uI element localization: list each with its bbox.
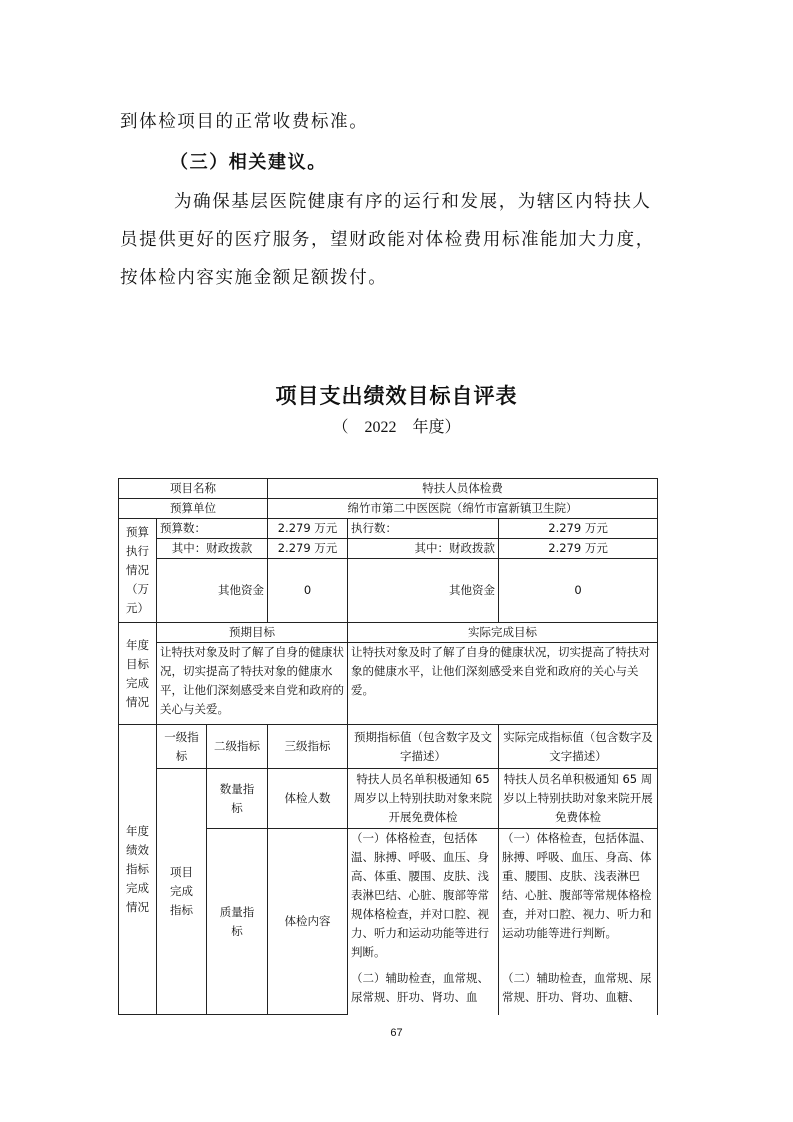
exec-amount-label: 执行数：: [348, 519, 499, 539]
col-level3-header: 三级指标: [268, 725, 348, 769]
actual-goal-text: 让特扶对象及时了解了自身的健康状况，切实提高了特扶对象的健康水平，让他们深刻感受来自党和政府的关心与关爱。: [348, 643, 658, 725]
budget-exec-label: 预算执行情况（万元）: [119, 519, 157, 623]
table-row: [119, 559, 658, 623]
paragraph-standard: 到体检项目的正常收费标准。: [120, 112, 369, 132]
paragraph-suggestion-line-2: 员提供更好的医疗服务，望财政能对体检费用标准能加大力度，: [120, 230, 655, 250]
fiscal-label-2: 其中：财政拨款: [348, 539, 499, 559]
quality-actual-value-1: （一）体格检查，包括体温、脉搏、呼吸、血压、身高、体重、腰围、皮肤、浅表淋巴结、心脏、腹部等常规体格检查，并对口腔、视力、听力和运动功能等进行判断。: [499, 829, 658, 969]
indicator-section-label: 年度绩效指标完成情况: [119, 725, 157, 1015]
table-row: [119, 643, 658, 725]
budget-amount-value: 2.279 万元: [268, 519, 348, 539]
quantity-expected-value: 特扶人员名单积极通知 65 周岁以上特别扶助对象来院开展免费体检: [348, 769, 499, 829]
quality-item: 体检内容: [268, 829, 348, 1015]
project-name-value: 特扶人员体检费: [268, 479, 658, 499]
year-line: （ 2022 年度）: [332, 419, 461, 436]
other-funds-value-1: 0: [268, 559, 348, 623]
col-expected-value-header: 预期指标值（包含数字及文字描述）: [348, 725, 499, 769]
table-row: [119, 725, 658, 769]
budget-unit-label: 预算单位: [119, 499, 268, 519]
table-row: [119, 539, 658, 559]
budget-amount-label: 预算数：: [157, 519, 268, 539]
table-row: [119, 519, 658, 539]
actual-goal-header: 实际完成目标: [348, 623, 658, 643]
evaluation-table: [118, 478, 658, 1015]
fiscal-value-2: 2.279 万元: [499, 539, 658, 559]
fiscal-value-1: 2.279 万元: [268, 539, 348, 559]
project-name-label: 项目名称: [119, 479, 268, 499]
col-actual-value-header: 实际完成指标值（包含数字及文字描述）: [499, 725, 658, 769]
quantity-item: 体检人数: [268, 769, 348, 829]
budget-unit-value: 绵竹市第二中医医院（绵竹市富新镇卫生院）: [268, 499, 658, 519]
table-row: [119, 623, 658, 643]
paragraph-suggestion-line-1: 为确保基层医院健康有序的运行和发展，为辖区内特扶人: [174, 192, 652, 212]
quality-indicator-label: 质量指标: [207, 829, 268, 1015]
quality-actual-value-2: （二）辅助检查，血常规、尿常规、肝功、肾功、血糖、: [499, 969, 658, 1015]
quantity-indicator-label: 数量指标: [207, 769, 268, 829]
expected-goal-header: 预期目标: [157, 623, 348, 643]
other-funds-label-1: 其他资金: [157, 559, 268, 623]
expected-goal-text: 让特扶对象及时了解了自身的健康状况，切实提高了特扶对象的健康水平，让他们深刻感受来自党和政府的关心与关爱。: [157, 643, 348, 725]
level1-output-label: 项目完成指标: [157, 769, 207, 1015]
quality-expected-value-2: （二）辅助检查，血常规、尿常规、肝功、肾功、血: [348, 969, 499, 1015]
exec-amount-value: 2.279 万元: [499, 519, 658, 539]
section-heading: （三）相关建议。: [170, 152, 327, 173]
annual-goal-label: 年度目标完成情况: [119, 623, 157, 725]
other-funds-value-2: 0: [499, 559, 658, 623]
col-level2-header: 二级指标: [207, 725, 268, 769]
col-level1-header: 一级指标: [157, 725, 207, 769]
page-number: 67: [390, 1027, 403, 1039]
fiscal-label-1: 其中：财政拨款: [157, 539, 268, 559]
quality-expected-value-1: （一）体格检查，包括体温、脉搏、呼吸、血压、身高、体重、腰围、皮肤、浅表淋巴结、心脏、腹部等常规体格检查，并对口腔、视力、听力和运动功能等进行判断。: [348, 829, 499, 969]
quantity-actual-value: 特扶人员名单积极通知 65 周岁以上特别扶助对象来院开展免费体检: [499, 769, 658, 829]
table-row: [119, 499, 658, 519]
table-title: 项目支出绩效目标自评表: [275, 384, 518, 408]
table-row: [119, 769, 658, 829]
table-row: [119, 479, 658, 499]
paragraph-suggestion-line-3: 按体检内容实施金额足额拨付。: [120, 268, 388, 288]
other-funds-label-2: 其他资金: [348, 559, 499, 623]
